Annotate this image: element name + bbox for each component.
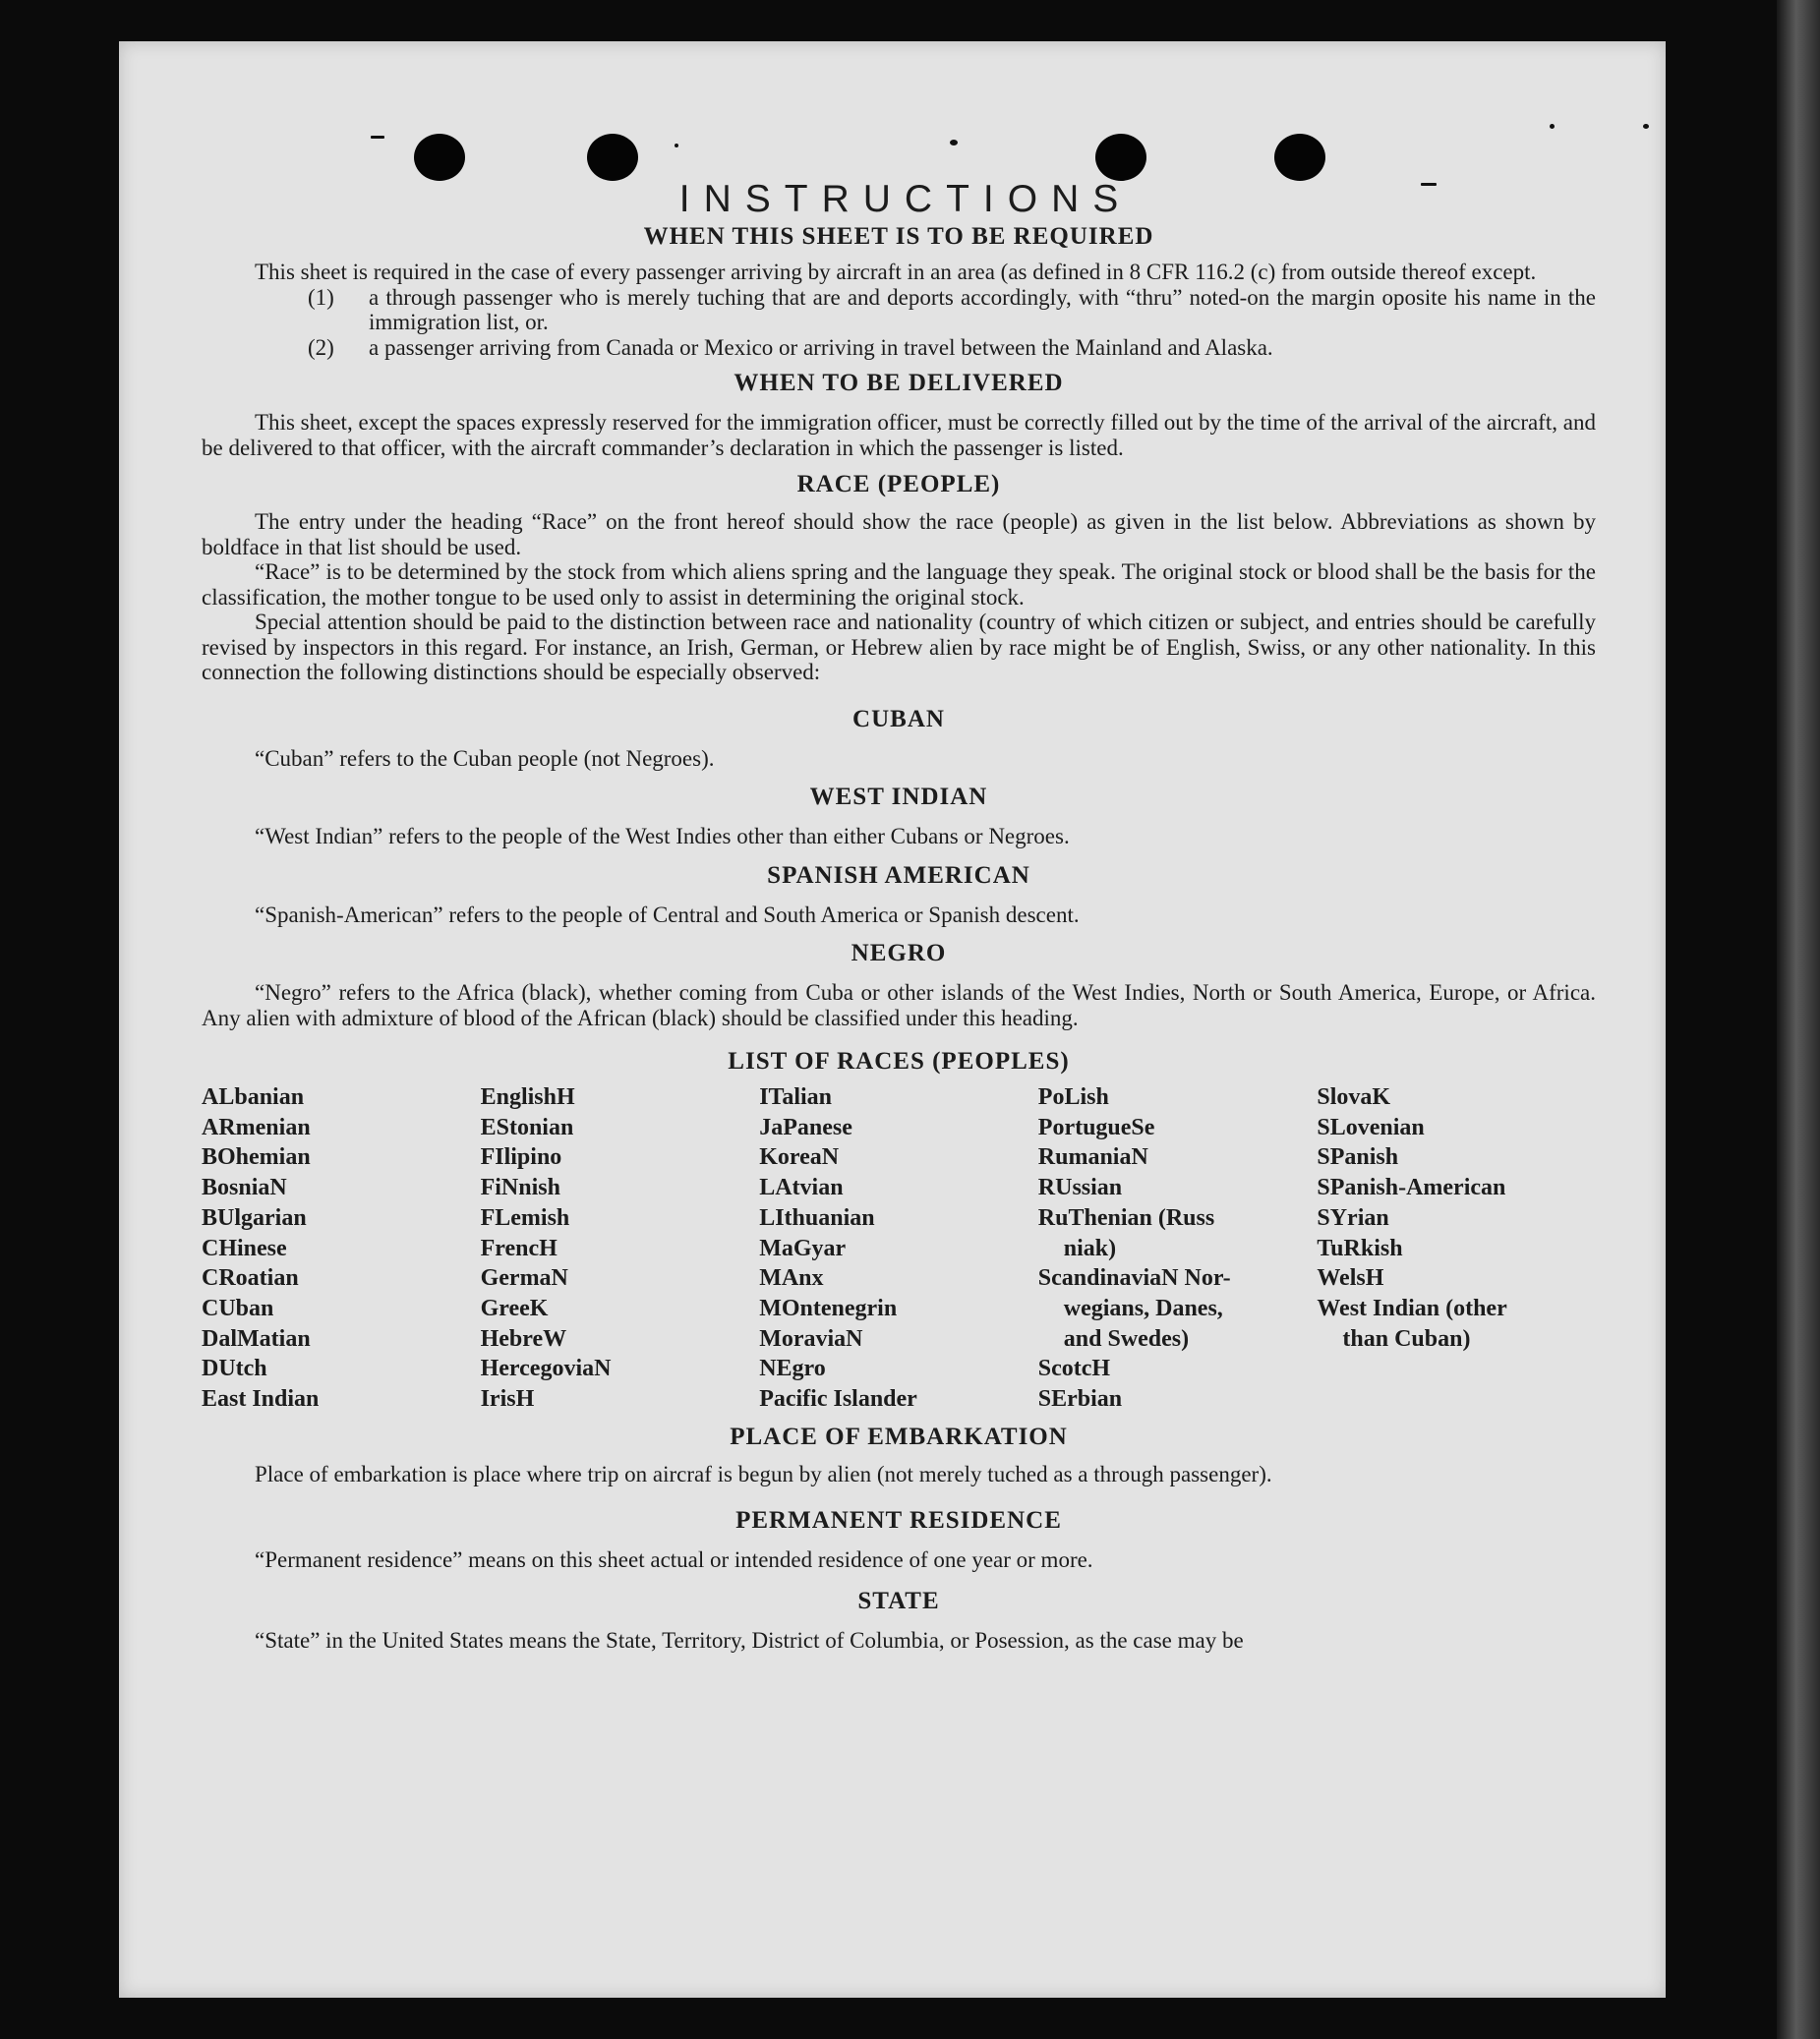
race-entry: HebreW xyxy=(480,1325,567,1352)
heading-west-indian: WEST INDIAN xyxy=(809,784,988,810)
race-entry: BosniaN xyxy=(202,1175,287,1201)
residence-definition: “Permanent residence” means on this sheet actual or intended residence of one year or more. xyxy=(255,1547,1093,1573)
race-entry: ITalian xyxy=(759,1084,833,1110)
race-paragraph: Special attention should be paid to the distinction between race and nationality (country of which citizen or subject, and entries should be carefully revised by inspectors in this regard. For instance, an Irish, German, or Hebrew alien by race might be of English, Swiss, or any other nationality. In this connection the following distinctions should be especially observed: xyxy=(202,610,1596,684)
race-entry: RuThenian (Russ xyxy=(1037,1204,1215,1231)
race-entry: SlovaK xyxy=(1317,1084,1391,1110)
scan-speck xyxy=(371,136,384,139)
race-entry: RUssian xyxy=(1037,1175,1123,1201)
race-paragraph: The entry under the heading “Race” on the front hereof should show the race (people) as given in the list below. Abbreviations as shown by boldface in that list should be used. xyxy=(202,509,1596,559)
punch-hole xyxy=(1274,134,1325,181)
race-entry: HercegoviaN xyxy=(480,1356,612,1382)
race-entry: CRoatian xyxy=(202,1265,299,1292)
heading-embarkation: PLACE OF EMBARKATION xyxy=(730,1423,1068,1450)
race-entry: MAnx xyxy=(759,1265,824,1292)
section-heading-race: RACE (PEOPLE) xyxy=(796,471,1001,497)
race-entry: SPanish-American xyxy=(1317,1175,1506,1201)
race-entry: JaPanese xyxy=(759,1114,852,1140)
heading-state: STATE xyxy=(857,1587,940,1614)
races-list xyxy=(202,1082,1596,1415)
race-entry: West Indian (other xyxy=(1317,1295,1507,1321)
race-entry-continued: than Cuban) xyxy=(1342,1325,1471,1352)
race-paragraph: “Race” is to be determined by the stock from which aliens spring and the language they speak. The original stock or blood shall be the basis for the classification, the mother tongue to be used only to assist in determining the original stock. xyxy=(202,559,1596,610)
race-entry-continued: wegians, Danes, xyxy=(1063,1295,1223,1321)
required-paragraph: This sheet is required in the case of every passenger arriving by aircraft in an area (as defined in 8 CFR 116.2 (c) from outside thereof except. xyxy=(255,260,1537,284)
race-entry: TuRkish xyxy=(1317,1235,1403,1261)
race-entry: East Indian xyxy=(202,1386,320,1413)
race-entry: IrisH xyxy=(480,1386,535,1413)
heading-negro: NEGRO xyxy=(851,940,947,966)
race-entry: DUtch xyxy=(202,1356,267,1382)
punch-hole xyxy=(587,134,638,181)
race-entry: GermaN xyxy=(480,1265,568,1292)
races-column xyxy=(1317,1082,1596,1415)
race-entry-continued: niak) xyxy=(1063,1235,1117,1261)
scan-speck xyxy=(950,140,958,146)
section-heading-required: WHEN THIS SHEET IS TO BE REQUIRED xyxy=(643,223,1154,250)
race-entry: FrencH xyxy=(480,1235,558,1261)
heading-cuban: CUBAN xyxy=(852,705,945,732)
race-entry: ARmenian xyxy=(202,1114,311,1140)
race-entry: MaGyar xyxy=(759,1235,847,1261)
instructions-content xyxy=(202,177,1596,1653)
cuban-definition: “Cuban” refers to the Cuban people (not Negroes). xyxy=(255,745,715,771)
race-entry: SLovenian xyxy=(1317,1114,1425,1140)
exception-number: (2) xyxy=(308,334,334,360)
heading-list-of-races: LIST OF RACES (PEOPLES) xyxy=(728,1048,1070,1075)
scanner-edge xyxy=(1777,0,1820,2039)
race-entry: ScotcH xyxy=(1037,1356,1111,1382)
race-entry: EnglishH xyxy=(480,1084,575,1110)
race-entry: MOntenegrin xyxy=(759,1295,898,1321)
scan-speck xyxy=(1643,124,1649,129)
race-entry: PortugueSe xyxy=(1037,1114,1155,1140)
race-entry: SYrian xyxy=(1317,1204,1389,1231)
race-entry: GreeK xyxy=(480,1295,549,1321)
exception-item xyxy=(202,285,1596,335)
heading-permanent-residence: PERMANENT RESIDENCE xyxy=(735,1507,1062,1535)
race-entry: LIthuanian xyxy=(759,1204,875,1231)
scan-speck xyxy=(1550,124,1555,129)
race-entry: MoraviaN xyxy=(759,1325,863,1352)
embarkation-definition: Place of embarkation is place where trip on aircraf is begun by alien (not merely tuched as a through passenger). xyxy=(255,1461,1272,1486)
section-heading-delivered: WHEN TO BE DELIVERED xyxy=(734,370,1064,396)
race-entry: CHinese xyxy=(202,1235,287,1261)
races-column xyxy=(759,1082,1038,1415)
heading-spanish-american: SPANISH AMERICAN xyxy=(767,861,1030,889)
race-entry: SPanish xyxy=(1317,1144,1399,1171)
race-entry: ALbanian xyxy=(202,1084,305,1110)
race-entry: FiNnish xyxy=(480,1175,560,1201)
delivered-paragraph: This sheet, except the spaces expressly reserved for the immigration officer, must be correctly filled out by the time of the arrival of the aircraft, and be delivered to that officer, with the aircraft commander’s declaration in which the passenger is listed. xyxy=(202,410,1596,460)
race-entry: FLemish xyxy=(480,1204,570,1231)
race-entry: ScandinaviaN Nor- xyxy=(1037,1265,1231,1292)
spanish-american-definition: “Spanish-American” refers to the people of Central and South America or Spanish descent. xyxy=(255,902,1080,927)
exception-item xyxy=(202,335,1596,361)
race-entry: WelsH xyxy=(1317,1265,1384,1292)
races-column xyxy=(1038,1082,1318,1415)
race-entry-continued: and Swedes) xyxy=(1063,1325,1190,1352)
race-entry: RumaniaN xyxy=(1037,1144,1148,1171)
exception-text: a through passenger who is merely tuching that are and deports accordingly, with “thru” noted-on the margin oposite his name in the immigration list, or. xyxy=(369,284,1596,334)
west-indian-definition: “West Indian” refers to the people of the West Indies other than either Cubans or Negroes. xyxy=(255,824,1070,848)
race-entry: SErbian xyxy=(1037,1386,1123,1413)
race-entry: DalMatian xyxy=(202,1325,311,1352)
race-entry: BOhemian xyxy=(202,1144,311,1171)
document-sheet xyxy=(119,41,1666,1998)
race-entry: Pacific Islander xyxy=(759,1386,917,1413)
race-entry: LAtvian xyxy=(759,1175,844,1201)
exception-number: (1) xyxy=(308,284,334,310)
punch-hole xyxy=(414,134,465,181)
race-entry: BUlgarian xyxy=(202,1204,307,1231)
race-entry: NEgro xyxy=(759,1356,826,1382)
exception-text: a passenger arriving from Canada or Mexico or arriving in travel between the Mainland and Alaska. xyxy=(369,334,1273,360)
races-column xyxy=(481,1082,760,1415)
races-column xyxy=(202,1082,481,1415)
punch-hole xyxy=(1095,134,1146,181)
race-entry: KoreaN xyxy=(759,1144,840,1171)
scan-speck xyxy=(675,144,678,147)
state-definition: “State” in the United States means the State, Territory, District of Columbia, or Posession, as the case may be xyxy=(255,1627,1244,1653)
negro-definition: “Negro” refers to the Africa (black), whether coming from Cuba or other islands of the West Indies, North or South America, Europe, or Africa. Any alien with admixture of blood of the African (black) should be classified under this heading. xyxy=(202,980,1596,1030)
race-entry: PoLish xyxy=(1037,1084,1109,1110)
race-entry: FIlipino xyxy=(480,1144,562,1171)
page-title: INSTRUCTIONS xyxy=(678,178,1133,220)
race-entry: CUban xyxy=(202,1295,274,1321)
race-entry: EStonian xyxy=(480,1114,574,1140)
